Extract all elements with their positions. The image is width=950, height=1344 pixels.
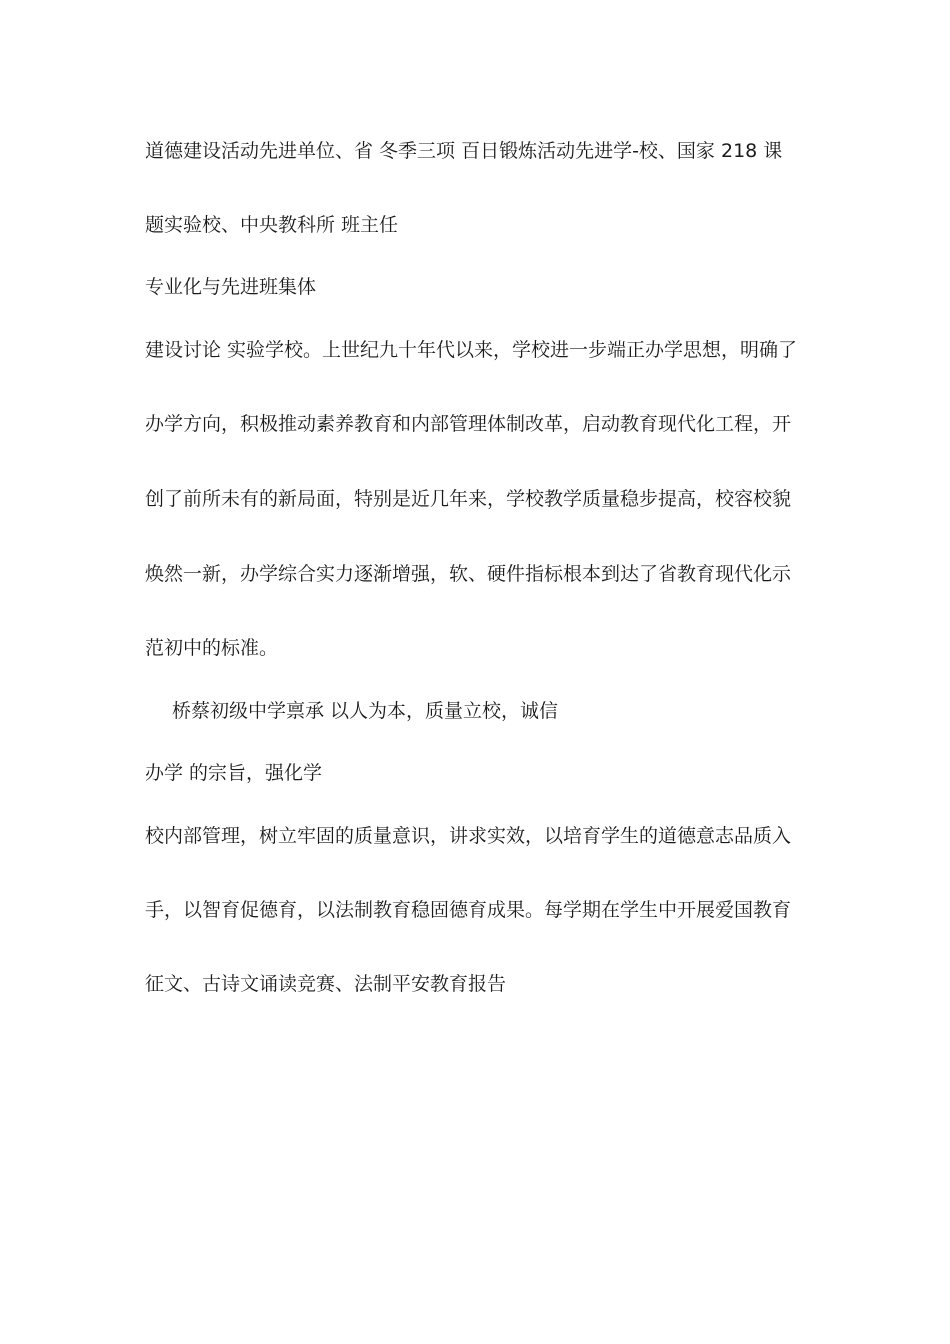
paragraph-line-5: 办学方向，积极推动素养教育和内部管理体制改革，启动教育现代化工程，开 bbox=[145, 413, 792, 435]
paragraph-line-3: 专业化与先进班集体 bbox=[145, 276, 317, 298]
paragraph-line-6: 创了前所未有的新局面，特别是近几年来，学校教学质量稳步提高，校容校貌 bbox=[145, 488, 792, 510]
paragraph-line-7: 焕然一新，办学综合实力逐渐增强，软、硬件指标根本到达了省教育现代化示 bbox=[145, 563, 792, 585]
paragraph-line-13: 征文、古诗文诵读竞赛、法制平安教育报告 bbox=[145, 973, 507, 995]
paragraph-line-9: 桥蔡初级中学禀承 以人为本，质量立校，诚信 bbox=[172, 700, 559, 722]
paragraph-line-11: 校内部管理，树立牢固的质量意识，讲求实效，以培育学生的道德意志品质入 bbox=[145, 825, 792, 847]
paragraph-line-8: 范初中的标准。 bbox=[145, 637, 279, 659]
paragraph-line-10: 办学 的宗旨，强化学 bbox=[145, 762, 323, 784]
paragraph-line-2: 题实验校、中央教科所 班主任 bbox=[145, 214, 399, 236]
paragraph-line-4: 建设讨论 实验学校。上世纪九十年代以来，学校进一步端正办学思想，明确了 bbox=[145, 339, 798, 361]
paragraph-line-1: 道德建设活动先进单位、省 冬季三项 百日锻炼活动先进学-校、国家 218 课 bbox=[145, 140, 783, 162]
paragraph-line-12: 手，以智育促德育，以法制教育稳固德育成果。每学期在学生中开展爱国教育 bbox=[145, 899, 792, 921]
